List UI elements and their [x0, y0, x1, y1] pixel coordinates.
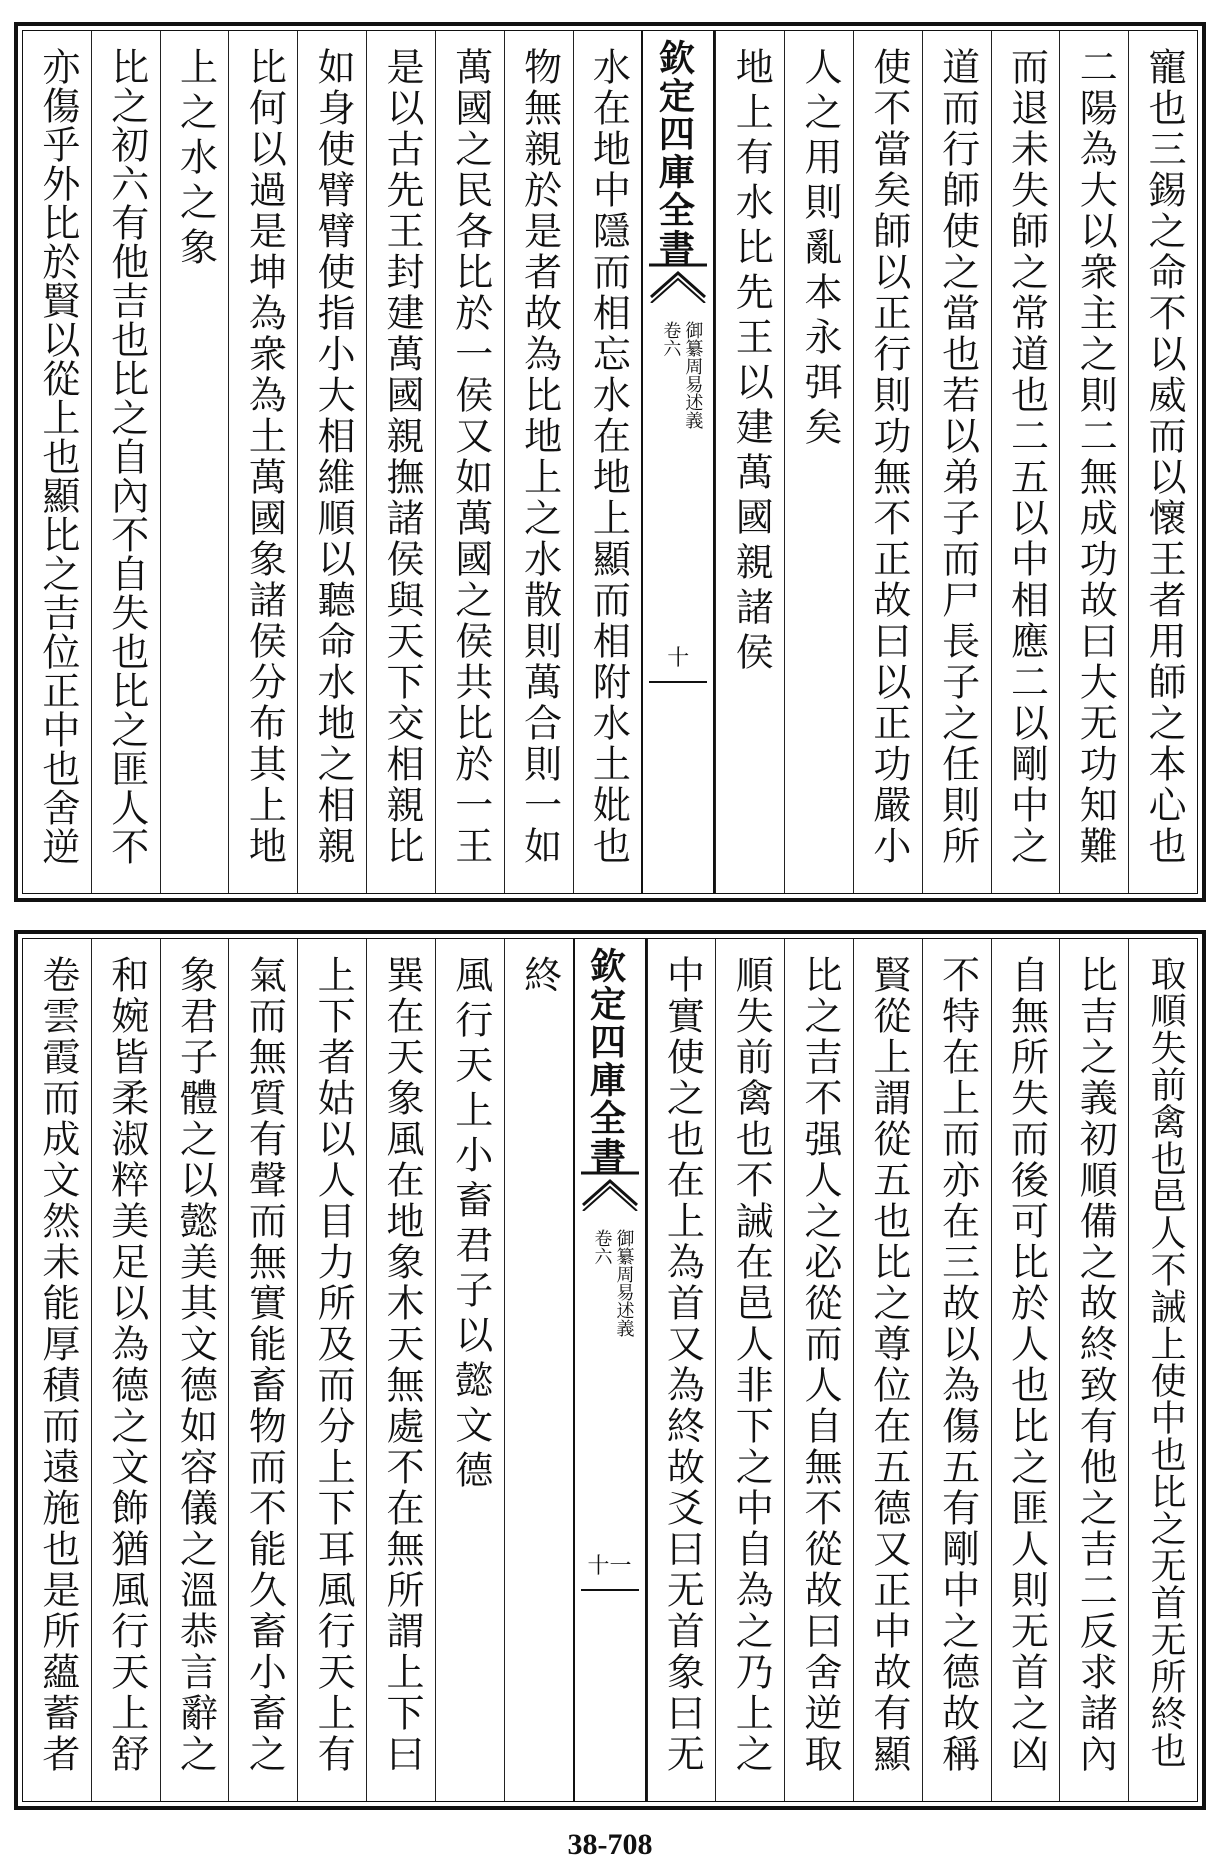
column-text: 使不當矣師以正行則功無不正故曰以正功嚴小	[866, 47, 911, 867]
column-text: 自無所失而後可比於人也比之匪人則无首之凶	[1004, 955, 1049, 1775]
banner-rule	[649, 681, 707, 683]
center-banner	[641, 31, 715, 893]
text-column	[991, 939, 1060, 1801]
column-text: 物無親於是者故為比地上之水散則萬合則一如	[517, 47, 562, 867]
text-columns	[23, 31, 1197, 893]
column-text: 象君子體之以懿美其文德如容儀之溫恭言辭之	[173, 955, 218, 1775]
volume-page-number: 38-708	[567, 1828, 653, 1861]
column-text: 和婉皆柔淑粹美足以為德之文飾猶風行天上舒	[104, 955, 149, 1775]
column-text: 賢從上謂從五也比之尊位在五德又正中故有顯	[866, 955, 911, 1775]
collection-title: 欽定四庫全書	[653, 39, 696, 267]
text-column	[160, 939, 229, 1801]
text-column	[715, 31, 784, 893]
column-text: 是以古先王封建萬國親撫諸侯與天下交相親比	[379, 47, 424, 867]
text-column	[922, 31, 991, 893]
text-column	[784, 939, 853, 1801]
column-text: 萬國之民各比於一侯又如萬國之侯共比於一王	[448, 47, 493, 867]
text-column	[435, 939, 504, 1801]
column-text: 人之用則亂本永弭矣	[798, 47, 843, 452]
collection-title: 欽定四庫全書	[584, 947, 627, 1175]
text-column	[23, 31, 91, 893]
page-bottom	[14, 930, 1206, 1810]
text-column	[853, 31, 922, 893]
book-subtitle	[585, 1229, 635, 1337]
text-column	[23, 939, 91, 1801]
text-column	[91, 31, 160, 893]
column-text: 順失前禽也不誡在邑人非下之中自為之乃上之	[729, 955, 774, 1775]
text-column	[91, 939, 160, 1801]
column-text: 取順失前禽也邑人不誡上使中也比之无首无所終也	[1145, 955, 1187, 1769]
column-text: 比吉之義初順備之故終致有他之吉二反求諸內	[1073, 955, 1118, 1775]
fishtail-mark-icon	[649, 263, 707, 303]
column-text: 比之初六有他吉也比之自內不自失也比之匪人不	[104, 47, 149, 866]
text-column	[715, 939, 784, 1801]
text-column	[228, 939, 297, 1801]
column-text: 亦傷乎外比於賢以從上也顯比之吉位正中也舍逆	[35, 47, 80, 866]
column-text: 二陽為大以衆主之則二無成功故曰大无功知難	[1073, 47, 1118, 867]
book-subtitle	[653, 321, 703, 429]
column-text: 卷雲霞而成文然未能厚積而遠施也是所蘊蓄者	[35, 955, 80, 1775]
column-text: 比之吉不强人之必從而人自無不從故曰舍逆取	[798, 955, 843, 1775]
volume-label: 卷六	[660, 321, 682, 357]
book-name: 御纂周易述義	[613, 1229, 635, 1337]
text-column	[573, 31, 642, 893]
column-text: 而退未失師之常道也二五以中相應二以剛中之	[1004, 47, 1049, 867]
column-text: 地上有水比先王以建萬國親諸侯	[729, 47, 774, 677]
text-columns	[23, 939, 1197, 1801]
column-text: 如身使臂臂使指小大相維順以聽命水地之相親	[311, 47, 356, 867]
text-column	[366, 31, 435, 893]
column-text: 不特在上而亦在三故以為傷五有剛中之德故稱	[935, 955, 980, 1775]
text-column	[1128, 939, 1197, 1801]
page-frame	[22, 938, 1198, 1802]
text-column	[991, 31, 1060, 893]
column-text: 水在地中隱而相忘水在地上顯而相附水土妣也	[586, 47, 631, 867]
text-column	[228, 31, 297, 893]
column-text: 風行天上小畜君子以懿文德	[448, 955, 493, 1495]
banner-rule	[581, 1589, 639, 1591]
text-column	[504, 939, 573, 1801]
text-column	[504, 31, 573, 893]
text-column	[297, 939, 366, 1801]
book-name: 御纂周易述義	[682, 321, 704, 429]
text-column	[1059, 939, 1128, 1801]
volume-label: 卷六	[591, 1229, 613, 1265]
column-text: 氣而無質有聲而無實能畜物而不能久畜小畜之	[242, 955, 287, 1775]
column-text: 比何以過是坤為衆為土萬國象諸侯分布其上地	[242, 47, 287, 867]
text-column	[853, 939, 922, 1801]
page-frame	[22, 30, 1198, 894]
column-text: 中實使之也在上為首又為終故爻曰无首象曰无	[660, 955, 705, 1775]
text-column	[922, 939, 991, 1801]
leaf-number: 十一	[587, 1554, 632, 1579]
column-text: 上下者姑以人目力所及而分上下耳風行天上有	[311, 955, 356, 1775]
leaf-number: 十	[667, 646, 690, 671]
text-column	[1059, 31, 1128, 893]
column-text: 道而行師使之當也若以弟子而尸長子之任則所	[935, 47, 980, 867]
fishtail-mark-icon	[581, 1171, 639, 1211]
center-banner	[573, 939, 647, 1801]
text-column	[160, 31, 229, 893]
text-column	[784, 31, 853, 893]
column-text: 寵也三錫之命不以威而以懷王者用師之本心也	[1142, 47, 1187, 867]
text-column	[366, 939, 435, 1801]
text-column	[1128, 31, 1197, 893]
text-column	[297, 31, 366, 893]
page-top	[14, 22, 1206, 902]
column-text: 巽在天象風在地象木天無處不在無所謂上下曰	[379, 955, 424, 1775]
column-text: 終	[517, 955, 562, 1000]
text-column	[647, 939, 716, 1801]
column-text: 上之水之象	[173, 47, 218, 272]
text-column	[435, 31, 504, 893]
